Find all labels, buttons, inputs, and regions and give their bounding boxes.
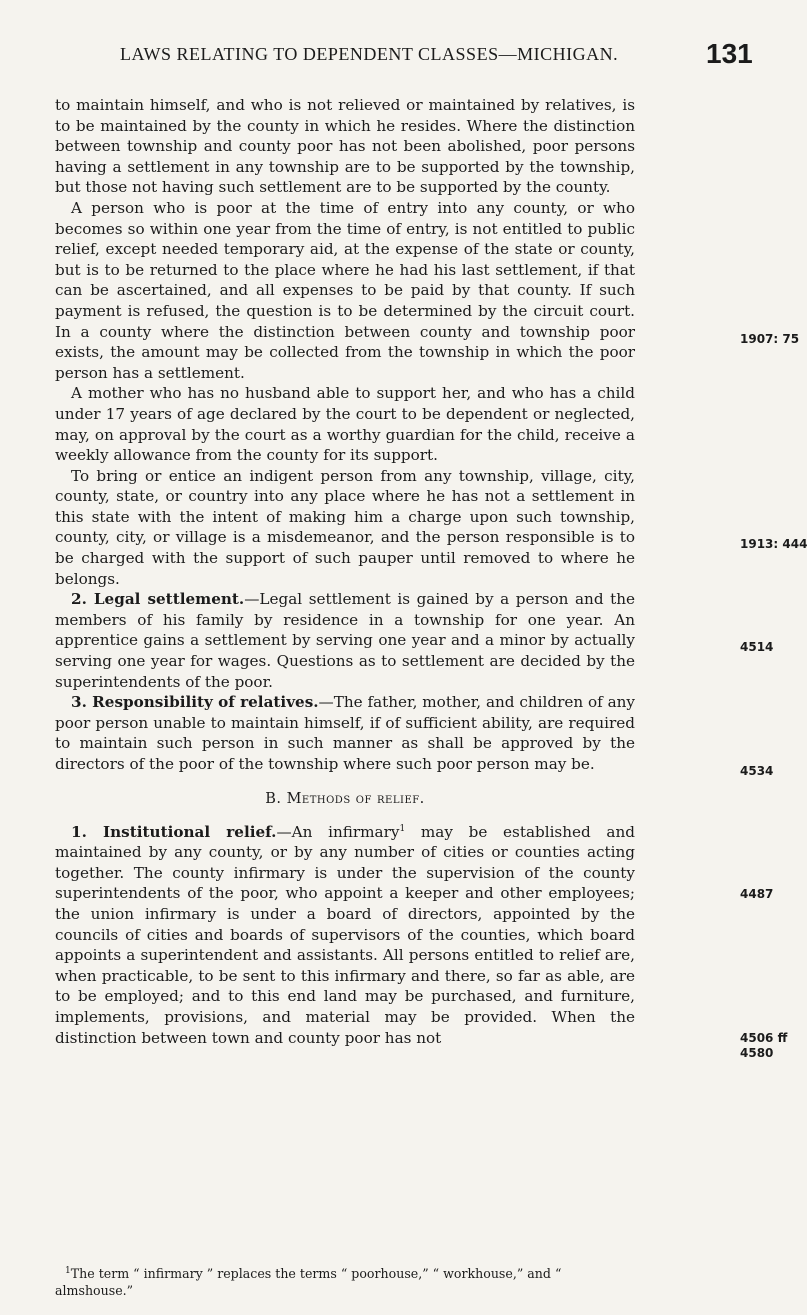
section-text: may be established and maintained by any county, or by any number of cities or counties acting together. The county infirmary is under the supervision of the county superintendents of the poor, who appoint a keeper and other employees; the union infirmary is under a board of directors, appointed by the councils of cities and boards of supervisors of the counties, which board appoints a superintendent and assistants. All persons entitled to relief are, when practicable, to be sent to this infirmary and there, so far as able, are to be employed; and to this end land may be purchased, and furniture, implements, provisions, and material may be provided. When the distinction between town and county poor has not (55, 822, 635, 1047)
paragraph-enticing-indigent: To bring or entice an indigent person from any township, village, city, county, state, or country into any place where he has not a settlement in this state with the intent of making him a charge upon such township, county, city, or village is a misdemeanor, and the person responsible is to be charged with the support of such pauper until removed to where he belongs. (55, 466, 635, 588)
margin-ref: 1913: 444 (740, 537, 807, 551)
margin-ref: 4580 (740, 1046, 774, 1060)
paragraph-continuation: to maintain himself, and who is not relieved or maintained by relatives, is to be maintained by the county in which he resides. Where the distinction between township and county poor has not been abolished, poor persons having a settlement in any township are to be supported by the township, but those not having such settlement are to be supported by the county. (55, 96, 635, 197)
section-text-lead: —An infirmary (276, 822, 400, 841)
section-title: 2. Legal settlement. (71, 590, 245, 609)
section-institutional-relief (55, 819, 635, 1049)
section-text: —The father, mother, and children of any poor person unable to maintain himself, if of sufficient ability, are required to maintain such person in such manner as shall be approved by the directors of the poor of the township where such poor person may be. (55, 693, 635, 773)
footnote-reference: 1 (399, 823, 406, 834)
paragraph-mothers-allowance: A mother who has no husband able to support her, and who has a child under 17 years of age declared by the court to be dependent or neglected, may, on approval by the court as a worthy guardian for the child, receive a weekly allowance from the county for its support. (55, 384, 635, 465)
section-legal-settlement (55, 589, 635, 692)
running-head: LAWS RELATING TO DEPENDENT CLASSES—MICHIGAN. (120, 44, 619, 64)
footnote-text: The term “ infirmary ” replaces the terms “ poorhouse,” “ workhouse,” and “ almshouse.” (55, 1266, 562, 1299)
footnote (55, 1263, 635, 1299)
footnote-mark: 1 (65, 1266, 71, 1276)
section-text: —Legal settlement is gained by a person and the members of his family by residence in a township for one year. An apprentice gains a settlement by serving one year and a minor by actually serving one year for wages. Questions as to settlement are decided by the superintendents of the poor. (55, 590, 635, 691)
margin-ref: 4487 (740, 887, 774, 901)
margin-ref: 1907: 75 (740, 332, 800, 346)
section-title: 1. Institutional relief. (71, 822, 277, 841)
body-text (55, 95, 635, 1048)
margin-ref: 4514 (740, 640, 774, 654)
subheading-methods-of-relief (55, 791, 635, 807)
section-responsibility-relatives (55, 692, 635, 774)
margin-ref: 4534 (740, 764, 774, 778)
section-title: 3. Responsibility of relatives. (71, 693, 319, 712)
subheading-letter: B. (265, 790, 282, 807)
paragraph-nonresident-poor: A person who is poor at the time of entry into any county, or who becomes so within one year from the time of entry, is not entitled to public relief, except needed temporary aid, at the expense of the state or county, but is to be returned to the place where he had his last settlement, if that can be ascertained, and all expenses to be paid by that county. If such payment is refused, the question is to be determined by the circuit court. In a county where the distinction between county and township poor exists, the amount may be collected from the township in which the poor person has a settlement. (55, 198, 635, 382)
subheading-title: Methods of relief. (286, 790, 425, 807)
page-number: 131 (706, 38, 753, 69)
margin-ref: 4506 ff (740, 1031, 788, 1045)
